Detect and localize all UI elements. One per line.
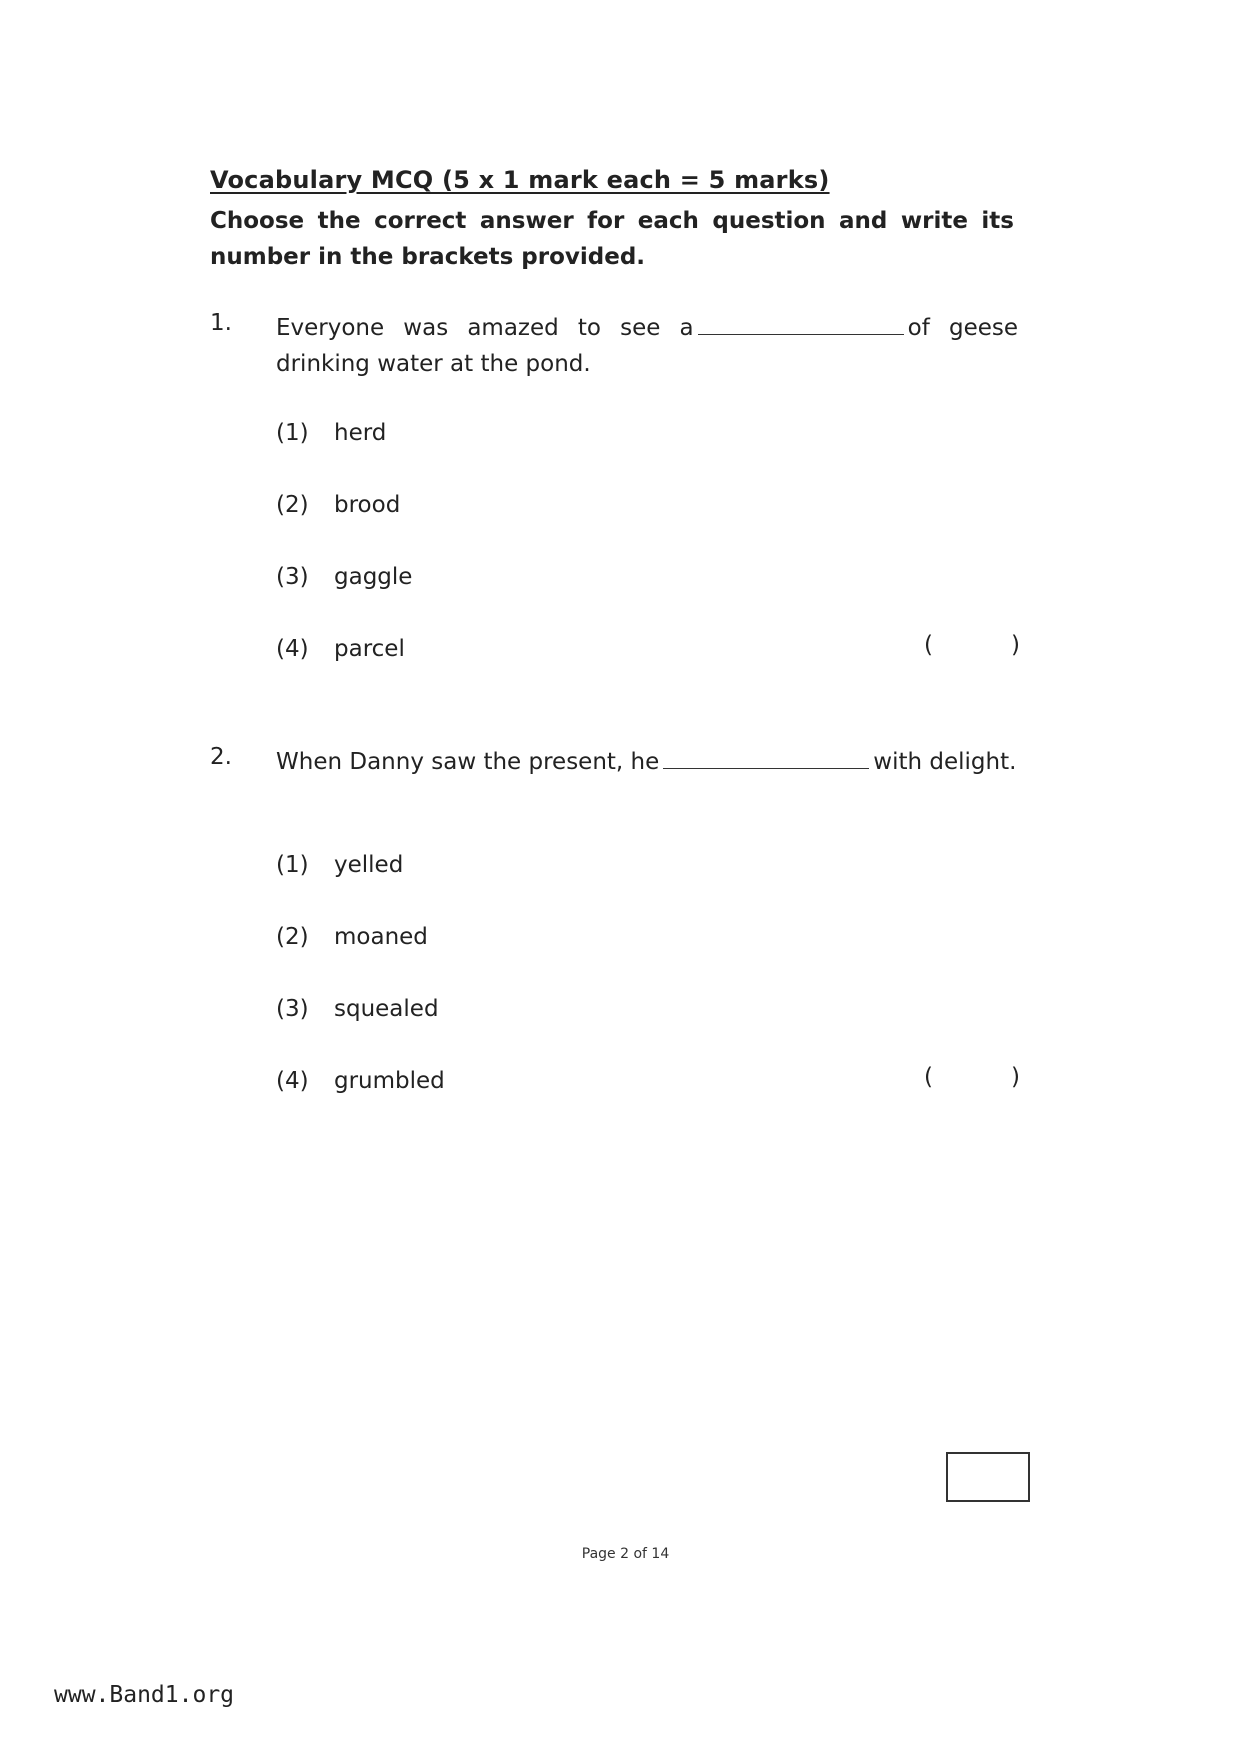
option-4 bbox=[276, 1068, 445, 1094]
answer-brackets[interactable] bbox=[924, 1064, 1020, 1090]
option-2 bbox=[276, 924, 428, 950]
question-text-after: with delight. bbox=[873, 749, 1017, 775]
option-number: (1) bbox=[276, 852, 309, 878]
option-text: yelled bbox=[334, 852, 404, 878]
option-1 bbox=[276, 420, 386, 446]
question-text-before: Everyone was amazed to see a bbox=[276, 315, 694, 341]
score-box[interactable] bbox=[946, 1452, 1030, 1502]
option-text: moaned bbox=[334, 924, 428, 950]
option-text: parcel bbox=[334, 636, 405, 662]
answer-blank[interactable] bbox=[663, 750, 869, 769]
option-3 bbox=[276, 996, 439, 1022]
answer-blank[interactable] bbox=[698, 316, 904, 335]
option-number: (1) bbox=[276, 420, 309, 446]
option-number: (4) bbox=[276, 1068, 309, 1094]
option-text: gaggle bbox=[334, 564, 413, 590]
question-text-before: When Danny saw the present, he bbox=[276, 749, 660, 775]
option-3 bbox=[276, 564, 412, 590]
bracket-open: ( bbox=[924, 1064, 933, 1090]
section-title: Vocabulary MCQ (5 x 1 mark each = 5 marks) bbox=[210, 166, 830, 194]
page-number: Page 2 of 14 bbox=[581, 1546, 670, 1562]
bracket-open: ( bbox=[924, 632, 933, 658]
option-number: (4) bbox=[276, 636, 309, 662]
bracket-close: ) bbox=[1011, 632, 1020, 658]
option-number: (2) bbox=[276, 924, 309, 950]
option-4 bbox=[276, 636, 405, 662]
bracket-close: ) bbox=[1011, 1064, 1020, 1090]
section-instructions: Choose the correct answer for each question and write its number in the brackets provided. bbox=[210, 208, 1014, 270]
option-number: (3) bbox=[276, 564, 309, 590]
question-1 bbox=[210, 310, 1020, 670]
watermark: www.Band1.org bbox=[54, 1682, 235, 1708]
option-text: herd bbox=[334, 420, 387, 446]
question-text bbox=[276, 310, 1018, 382]
option-number: (3) bbox=[276, 996, 309, 1022]
question-2 bbox=[210, 744, 1020, 1104]
question-number: 1. bbox=[210, 310, 232, 336]
answer-brackets[interactable] bbox=[924, 632, 1020, 658]
option-2 bbox=[276, 492, 400, 518]
option-text: squealed bbox=[334, 996, 439, 1022]
option-text: brood bbox=[334, 492, 401, 518]
option-1 bbox=[276, 852, 403, 878]
option-text: grumbled bbox=[334, 1068, 445, 1094]
option-number: (2) bbox=[276, 492, 309, 518]
question-text bbox=[276, 744, 1018, 780]
question-number: 2. bbox=[210, 744, 232, 770]
question-text-after: of geese drinking water at the pond. bbox=[276, 315, 1019, 377]
